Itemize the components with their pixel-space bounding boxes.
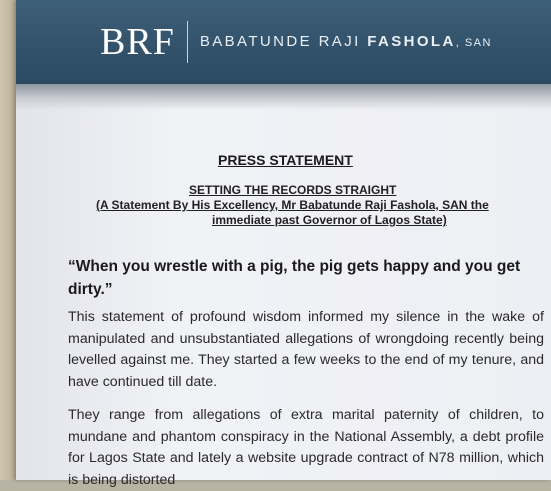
name-suffix: , SAN: [455, 36, 492, 49]
name-bold: FASHOLA: [367, 32, 456, 50]
press-statement-title: PRESS STATEMENT: [218, 152, 353, 168]
letterhead-name: [200, 20, 492, 65]
subtitle-line-1: SETTING THE RECORDS STRAIGHT: [189, 183, 397, 197]
document-page: [16, 0, 551, 488]
subtitle-line-2: (A Statement By His Excellency, Mr Babatunde Raji Fashola, SAN the: [96, 198, 489, 212]
paragraph: They range from allegations of extra marital paternity of children, to mundane and phantom conspiracy in the National Assembly, a debt profile for Lagos State and lately a website upgrade contract of N78 million, which is being distorted: [68, 407, 544, 488]
brf-logo-mark: BRF: [100, 21, 175, 63]
banner-fade: [16, 84, 551, 110]
paragraph: This statement of profound wisdom informed my silence in the wake of manipulated and unsubstantiated allegations of wrongdoing recently being levelled against me. They started a few weeks to the end of my tenure, and have continued till date.: [68, 309, 544, 390]
opening-quote: “When you wrestle with a pig, the pig gets happy and you get dirty.”: [68, 258, 521, 298]
name-regular: BABATUNDE RAJI: [199, 32, 368, 50]
logo-divider: [187, 21, 188, 63]
subtitle-line-3: immediate past Governor of Lagos State): [212, 213, 447, 227]
letterhead-banner: [16, 0, 551, 84]
letterhead-logo: [100, 20, 492, 64]
